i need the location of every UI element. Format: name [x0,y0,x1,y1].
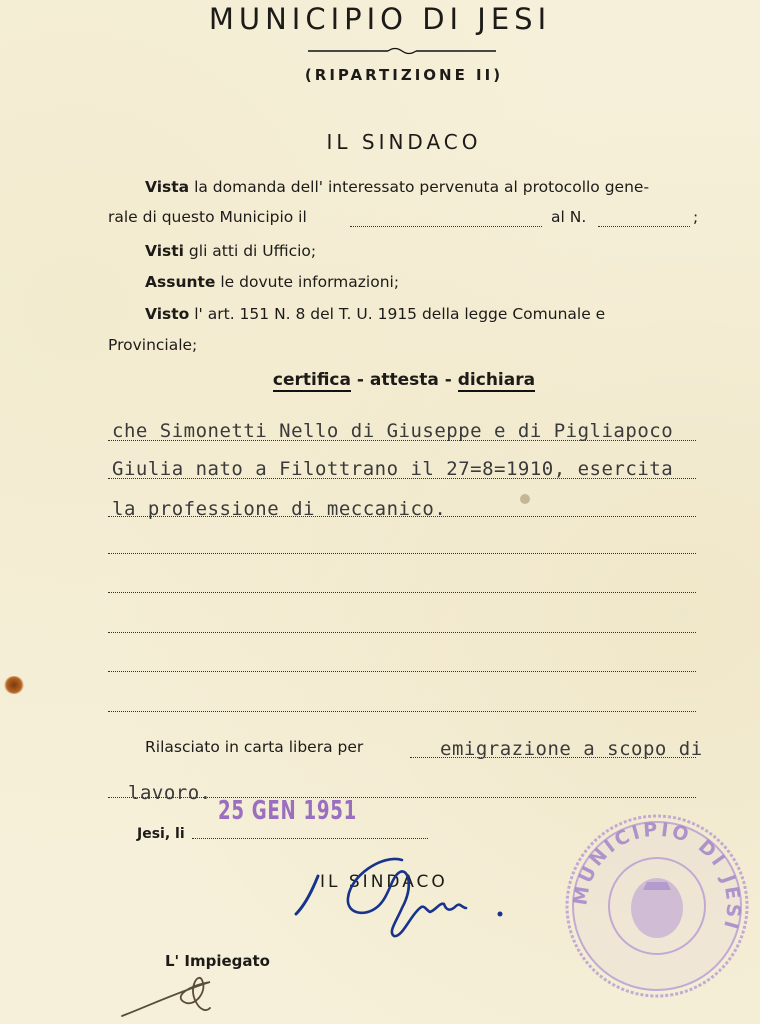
visti-text: gli atti di Ufficio; [184,242,317,260]
visto-keyword: Visto [145,305,190,323]
body-line-2 [108,478,696,479]
typed-line-3: la professione di meccanico. [112,498,447,520]
date-stamp: 25 GEN 1951 [218,796,357,826]
body-line-3 [108,516,696,517]
municipal-seal [563,812,751,1000]
vista-text-1: la domanda dell' interessato pervenuta al protocollo gene- [189,178,650,196]
municipality-title: MUNICIPIO DI JESI [208,2,552,36]
mayor-signature [290,846,510,940]
typed-line-2: Giulia nato a Filottrano il 27=8=1910, esercita [112,458,674,480]
place-date-label: Jesi, li [137,826,185,842]
cert-word-certifica: certifica [272,370,351,390]
vista-text-2c: ; [693,208,699,226]
clerk-label: L' Impiegato [165,952,270,970]
rust-stain [4,676,24,694]
seal-text: MUNICIPIO DI JESI [569,818,745,934]
vista-line-1 [145,178,649,196]
issuance-label: Rilasciato in carta libera per [145,738,364,756]
purpose-typed-1: emigrazione a scopo di [440,738,703,760]
assunte-keyword: Assunte [145,273,216,291]
body-line-6 [108,632,696,633]
body-line-8 [108,711,696,712]
clerk-signature [118,962,238,1020]
body-line-4 [108,553,696,554]
authority-heading: IL SINDACO [326,130,482,154]
purpose-typed-2: lavoro. [128,782,212,804]
cert-separator: - attesta - [350,370,458,390]
body-line-1 [108,440,696,441]
cert-word-dichiara: dichiara [457,370,536,390]
certification-heading [0,370,760,390]
visti-keyword: Visti [145,242,184,260]
assunte-line [145,273,399,291]
vista-text-2a: rale di questo Municipio il [108,208,307,226]
protocol-number-blank-line [598,226,690,227]
ink-spot [520,494,530,504]
visto-text-2: Provinciale; [108,336,198,354]
body-line-5 [108,592,696,593]
vista-keyword: Vista [145,178,190,196]
visti-line [145,242,316,260]
visto-text-1: l' art. 151 N. 8 del T. U. 1915 della legge Comunale e [189,305,606,323]
department-label: (RIPARTIZIONE II) [304,66,504,84]
date-line [192,838,428,839]
typed-line-1: che Simonetti Nello di Giuseppe e di Pigliapoco [112,420,674,442]
visto-line-1 [145,305,605,323]
vista-text-2b: al N. [551,208,587,226]
date-blank-line [350,226,542,227]
title-ornament-rule [308,47,496,55]
assunte-text: le dovute informazioni; [215,273,400,291]
purpose-continuation-line [108,797,696,798]
body-line-7 [108,671,696,672]
mayor-signature-label: IL SINDACO [320,872,448,892]
